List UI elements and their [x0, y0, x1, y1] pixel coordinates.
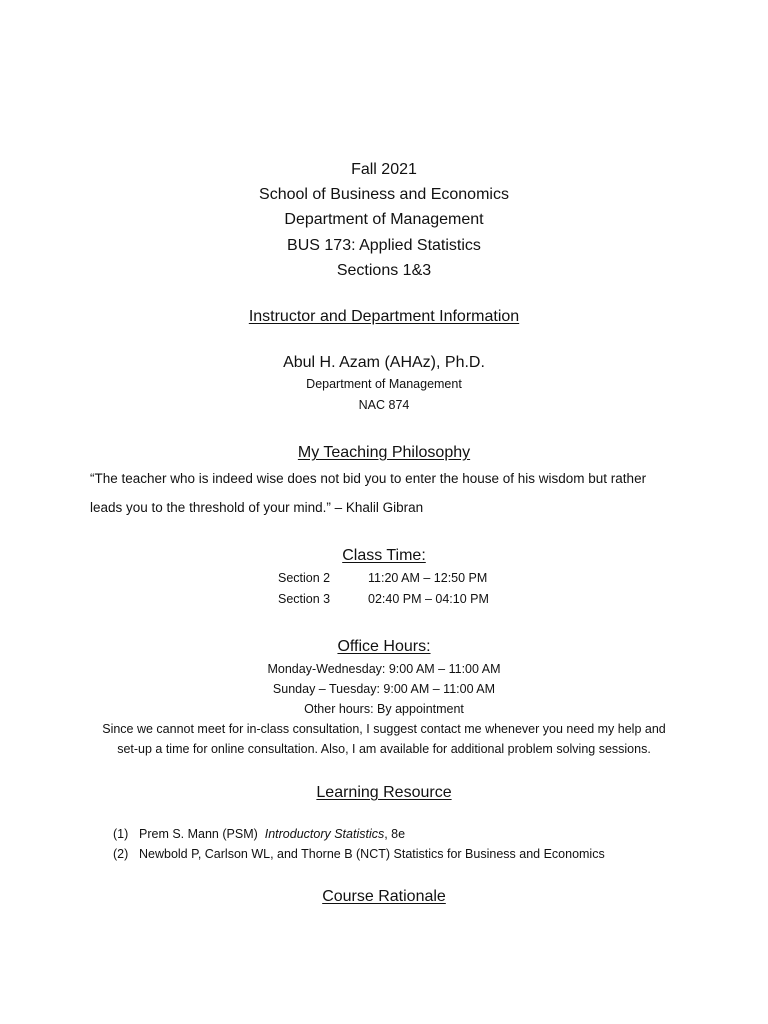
instructor-department: Department of Management: [306, 377, 462, 391]
office-hours-heading: Office Hours:: [337, 638, 431, 655]
philosophy-quote-line-2: leads you to the threshold of your mind.” – Khalil Gibran: [90, 500, 424, 515]
class-section-label: Section 2: [278, 571, 331, 585]
school-title: School of Business and Economics: [259, 186, 509, 203]
sections-title: Sections 1&3: [336, 262, 432, 279]
resource-text: Newbold P, Carlson WL, and Thorne B (NCT) Statistics for Business and Economics: [139, 847, 605, 861]
instructor-heading: Instructor and Department Information: [248, 308, 520, 325]
learning-resource-heading: Learning Resource: [316, 784, 452, 801]
office-hours-line-1: Monday-Wednesday: 9:00 AM – 11:00 AM: [267, 662, 501, 676]
course-title: BUS 173: Applied Statistics: [287, 237, 481, 254]
resource-item: [113, 827, 405, 841]
resource-author: Prem S. Mann (PSM): [139, 827, 258, 841]
resource-number: (1): [113, 827, 129, 841]
class-section-time: 02:40 PM – 04:10 PM: [368, 592, 489, 606]
instructor-name: Abul H. Azam (AHAz), Ph.D.: [283, 354, 485, 371]
term-title: Fall 2021: [351, 161, 417, 178]
resource-edition: , 8e: [384, 827, 406, 841]
office-hours-line-2: Sunday – Tuesday: 9:00 AM – 11:00 AM: [272, 682, 496, 696]
resource-title: Introductory Statistics: [264, 827, 385, 841]
class-time-heading: Class Time:: [342, 547, 426, 564]
office-hours-line-5: set-up a time for online consultation. Also, I am available for additional problem solving sessions.: [117, 742, 651, 756]
instructor-office: NAC 874: [358, 398, 410, 412]
office-hours-line-3: Other hours: By appointment: [304, 702, 464, 716]
class-section-time: 11:20 AM – 12:50 PM: [368, 571, 488, 585]
course-rationale-heading: Course Rationale: [322, 888, 446, 905]
philosophy-quote-line-1: “The teacher who is indeed wise does not bid you to enter the house of his wisdom but rather: [90, 471, 647, 486]
resource-item: [113, 847, 605, 861]
department-title: Department of Management: [284, 211, 484, 228]
philosophy-heading: My Teaching Philosophy: [297, 444, 471, 461]
resource-number: (2): [113, 847, 129, 861]
office-hours-line-4: Since we cannot meet for in-class consultation, I suggest contact me whenever you need my help and: [102, 722, 666, 736]
class-section-label: Section 3: [278, 592, 331, 606]
